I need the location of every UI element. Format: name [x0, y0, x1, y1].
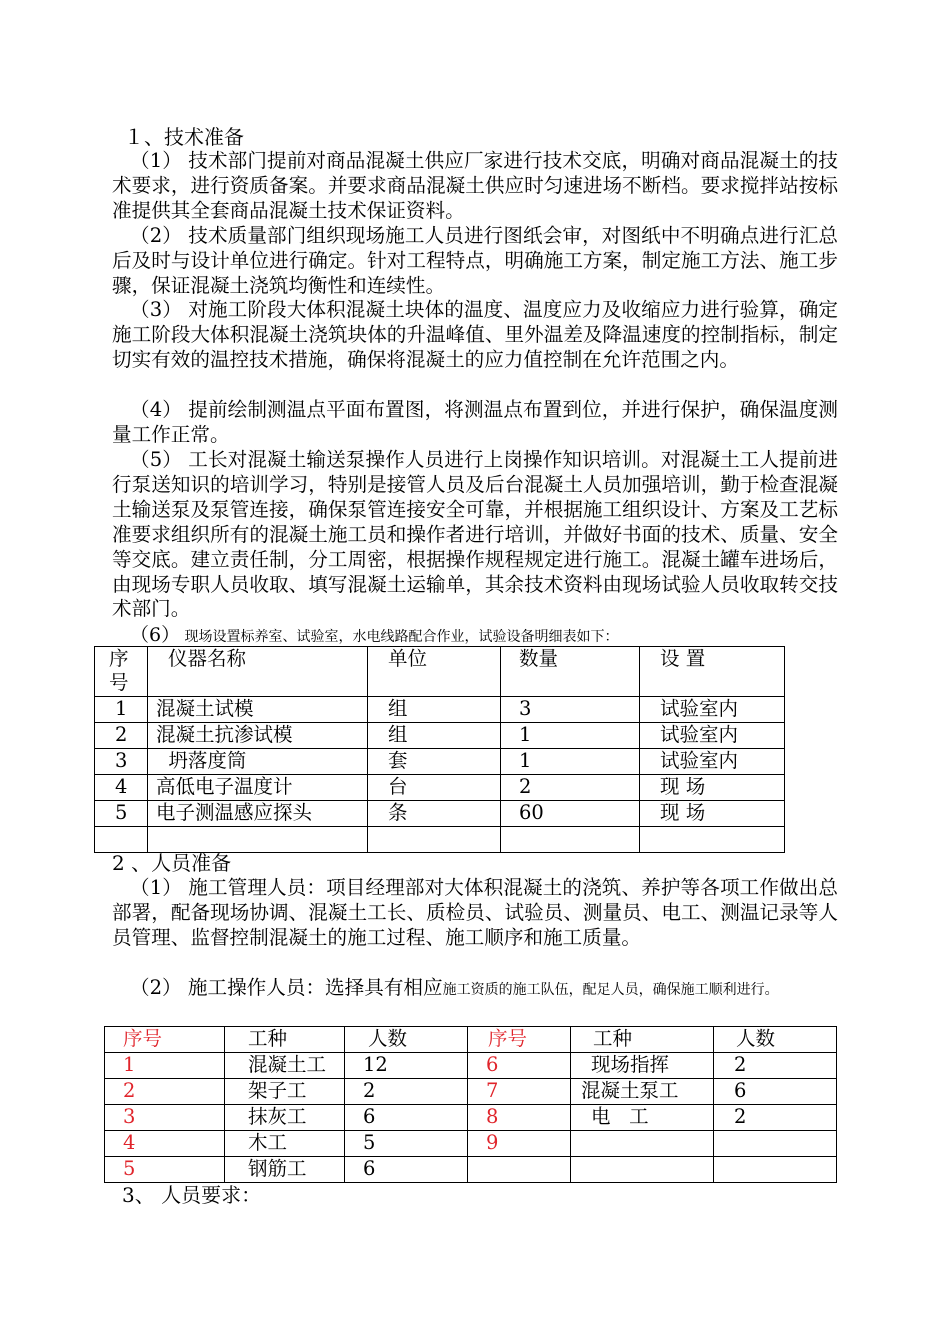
staff-cell: 5 — [105, 1157, 225, 1183]
staff-cell: 木工 — [225, 1131, 345, 1157]
equipment-cell: 现 场 — [640, 775, 785, 801]
equipment-cell: 混凝土试模 — [148, 697, 368, 723]
equipment-cell: 3 — [501, 697, 640, 723]
equipment-cell — [640, 827, 785, 853]
staff-cell: 12 — [345, 1053, 468, 1079]
equipment-cell: 坍落度筒 — [148, 749, 368, 775]
staff-cell: 混凝土工 — [225, 1053, 345, 1079]
staff-cell: 电 工 — [571, 1105, 714, 1131]
staff-table — [104, 1026, 837, 1183]
equipment-cell: 1 — [95, 697, 148, 723]
paragraph-staff-management: （1） 施工管理人员：项目经理部对大体积混凝土的浇筑、养护等各项工作做出总部署，配备现场协调、混凝土工长、质检员、试验员、测量员、电工、测温记录等人员管理、监督控制混凝土的施工过程、施工顺序和施工质量。 — [112, 876, 838, 949]
staff-row — [105, 1157, 837, 1183]
equipment-note-text: 现场设置标养室、试验室，水电线路配合作业，试验设备明细表如下： — [180, 629, 619, 645]
equipment-row — [95, 801, 785, 827]
equipment-row — [95, 697, 785, 723]
staff-header-count: 人数 — [345, 1027, 468, 1053]
section-3-heading: 3、 人员要求： — [122, 1183, 262, 1207]
equipment-cell: 混凝土抗渗试模 — [148, 723, 368, 749]
equipment-cell: 4 — [95, 775, 148, 801]
paragraph-4: （4） 提前绘制测温点平面布置图，将测温点布置到位，并进行保护，确保温度测量工作正常。 — [112, 398, 838, 446]
equipment-header-quantity: 数量 — [501, 647, 640, 697]
staff-cell: 6 — [468, 1053, 571, 1079]
equipment-cell: 试验室内 — [640, 749, 785, 775]
paragraph-5: （5） 工长对混凝土输送泵操作人员进行上岗操作知识培训。对混凝土工人提前进行泵送知识的培训学习，特别是接管人员及后台混凝土人员加强培训，勤于检查混凝土输送泵及泵管连接，确保泵管连接安全可靠，并根据施工组织设计、方案及工艺标准要求组织所有的混凝土施工员和操作者进行培训，并做好书面的技术、质量、安全等交底。建立责任制，分工周密，根据操作规程规定进行施工。混凝土罐车进场后，由现场专职人员收取、填写混凝土运输单，其余技术资料由现场试验人员收取转交技术部门。 — [112, 448, 838, 621]
equipment-cell: 2 — [95, 723, 148, 749]
staff-cell — [714, 1131, 837, 1157]
staff-row — [105, 1131, 837, 1157]
paragraph-3: （3） 对施工阶段大体积混凝土块体的温度、温度应力及收缩应力进行验算，确定施工阶段大体积混凝土浇筑块体的升温峰值、里外温差及降温速度的控制指标，制定切实有效的温控技术措施，确保将混凝土的应力值控制在允许范围之内。 — [112, 298, 838, 371]
equipment-cell: 试验室内 — [640, 723, 785, 749]
staff-cell: 6 — [714, 1079, 837, 1105]
equipment-cell: 套 — [368, 749, 501, 775]
staff-header-count-2: 人数 — [714, 1027, 837, 1053]
equipment-cell: 2 — [501, 775, 640, 801]
section-2-heading: 2 、人员准备 — [112, 851, 232, 875]
equipment-table — [94, 646, 785, 853]
section-1-heading: １、技术准备 — [124, 125, 244, 149]
staff-row — [105, 1053, 837, 1079]
equipment-row — [95, 749, 785, 775]
staff-cell: 2 — [345, 1079, 468, 1105]
paragraph-staff-operators-main: （2） 施工操作人员：选择具有相应 — [130, 976, 443, 999]
equipment-header-name: 仪器名称 — [148, 647, 368, 697]
equipment-row — [95, 775, 785, 801]
paragraph-staff-operators-small: 施工资质的施工队伍，配足人员，确保施工顺利进行。 — [442, 982, 779, 998]
staff-header-trade: 工种 — [225, 1027, 345, 1053]
equipment-row — [95, 723, 785, 749]
staff-cell: 2 — [714, 1105, 837, 1131]
staff-cell: 1 — [105, 1053, 225, 1079]
equipment-cell: 条 — [368, 801, 501, 827]
staff-header-index: 序号 — [105, 1027, 225, 1053]
staff-cell: 6 — [345, 1157, 468, 1183]
equipment-cell: 1 — [501, 749, 640, 775]
staff-cell: 5 — [345, 1131, 468, 1157]
equipment-header-location: 设 置 — [640, 647, 785, 697]
staff-cell: 8 — [468, 1105, 571, 1131]
equipment-cell: 台 — [368, 775, 501, 801]
staff-cell: 钢筋工 — [225, 1157, 345, 1183]
staff-cell: 架子工 — [225, 1079, 345, 1105]
staff-row — [105, 1105, 837, 1131]
equipment-cell: 5 — [95, 801, 148, 827]
equipment-cell: 现 场 — [640, 801, 785, 827]
equipment-cell — [148, 827, 368, 853]
equipment-cell: 组 — [368, 697, 501, 723]
equipment-cell — [368, 827, 501, 853]
staff-cell: 2 — [714, 1053, 837, 1079]
equipment-cell: 60 — [501, 801, 640, 827]
staff-cell — [571, 1131, 714, 1157]
equipment-cell: 3 — [95, 749, 148, 775]
equipment-note-prefix: （6） — [130, 624, 181, 646]
staff-cell: 7 — [468, 1079, 571, 1105]
equipment-empty-row — [95, 827, 785, 853]
staff-cell: 9 — [468, 1131, 571, 1157]
equipment-header-index: 序号 — [95, 647, 148, 697]
staff-cell — [468, 1157, 571, 1183]
paragraph-2: （2） 技术质量部门组织现场施工人员进行图纸会审，对图纸中不明确点进行汇总后及时与设计单位进行确定。针对工程特点，明确施工方案，制定施工方法、施工步骤，保证混凝土浇筑均衡性和连续性。 — [112, 224, 838, 297]
equipment-cell: 试验室内 — [640, 697, 785, 723]
equipment-header-unit: 单位 — [368, 647, 501, 697]
staff-cell — [714, 1157, 837, 1183]
paragraph-1: （1） 技术部门提前对商品混凝土供应厂家进行技术交底，明确对商品混凝土的技术要求，进行资质备案。并要求商品混凝土供应时匀速进场不断档。要求搅拌站按标准提供其全套商品混凝土技术保证资料。 — [112, 149, 838, 222]
staff-header-row — [105, 1027, 837, 1053]
equipment-cell — [501, 827, 640, 853]
staff-header-trade-2: 工种 — [571, 1027, 714, 1053]
equipment-cell — [95, 827, 148, 853]
staff-cell: 4 — [105, 1131, 225, 1157]
equipment-cell: 电子测温感应探头 — [148, 801, 368, 827]
staff-cell: 抹灰工 — [225, 1105, 345, 1131]
staff-cell: 3 — [105, 1105, 225, 1131]
equipment-cell: 组 — [368, 723, 501, 749]
staff-row — [105, 1079, 837, 1105]
equipment-cell: 1 — [501, 723, 640, 749]
equipment-cell: 高低电子温度计 — [148, 775, 368, 801]
staff-cell: 混凝土泵工 — [571, 1079, 714, 1105]
staff-header-index-2: 序号 — [468, 1027, 571, 1053]
staff-cell: 2 — [105, 1079, 225, 1105]
staff-cell — [571, 1157, 714, 1183]
paragraph-staff-operators — [112, 976, 838, 1002]
staff-cell: 6 — [345, 1105, 468, 1131]
equipment-header-row — [95, 647, 785, 697]
staff-cell: 现场指挥 — [571, 1053, 714, 1079]
